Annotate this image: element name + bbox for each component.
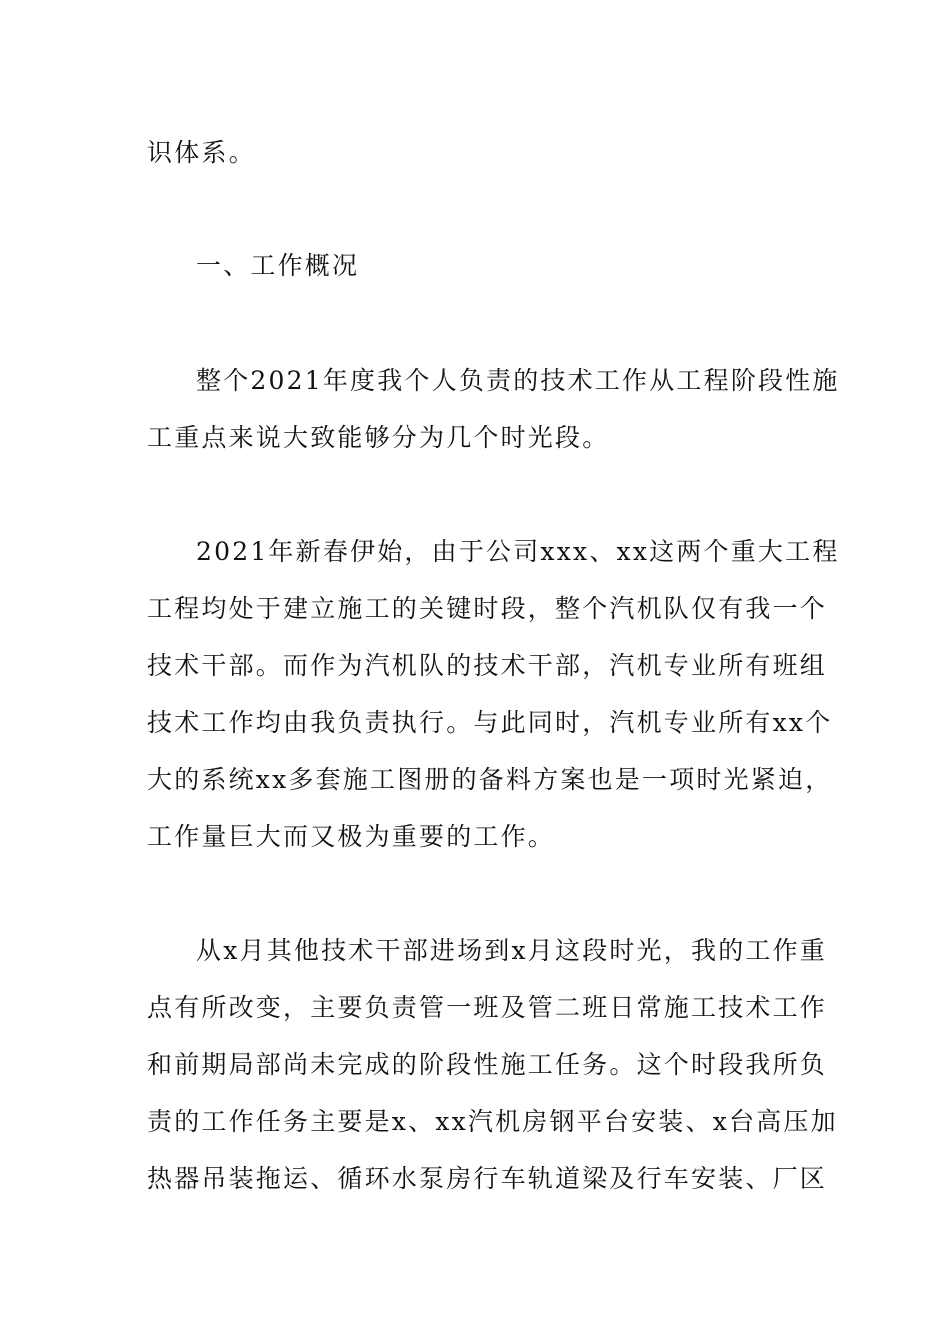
text-line-1: 识体系。 — [147, 138, 256, 167]
paragraph-1-line-2: 工重点来说大致能够分为几个时光段。 — [147, 423, 610, 452]
paragraph-3-line-5: 热器吊装拖运、循环水泵房行车轨道梁及行车安装、厂区 — [147, 1164, 828, 1193]
paragraph-2-line-4: 技术工作均由我负责执行。与此同时，汽机专业所有xx个 — [147, 708, 833, 737]
paragraph-2-line-6: 工作量巨大而又极为重要的工作。 — [147, 822, 556, 851]
paragraph-3-line-2: 点有所改变，主要负责管一班及管二班日常施工技术工作 — [147, 993, 828, 1022]
paragraph-2-line-5: 大的系统xx多套施工图册的备料方案也是一项时光紧迫， — [147, 765, 833, 794]
paragraph-3-line-4: 责的工作任务主要是x、xx汽机房钢平台安装、x台高压加 — [147, 1107, 838, 1136]
paragraph-3-line-3: 和前期局部尚未完成的阶段性施工任务。这个时段我所负 — [147, 1050, 828, 1079]
paragraph-2-line-1: 2021年新春伊始，由于公司xxx、xx这两个重大工程 — [196, 537, 840, 566]
section-heading: 一、工作概况 — [196, 251, 360, 280]
paragraph-2-line-3: 技术干部。而作为汽机队的技术干部，汽机专业所有班组 — [147, 651, 828, 680]
paragraph-2-line-2: 工程均处于建立施工的关键时段，整个汽机队仅有我一个 — [147, 594, 828, 623]
paragraph-1-line-1: 整个2021年度我个人负责的技术工作从工程阶段性施 — [196, 366, 840, 395]
paragraph-3-line-1: 从x月其他技术干部进场到x月这段时光，我的工作重 — [196, 936, 828, 965]
